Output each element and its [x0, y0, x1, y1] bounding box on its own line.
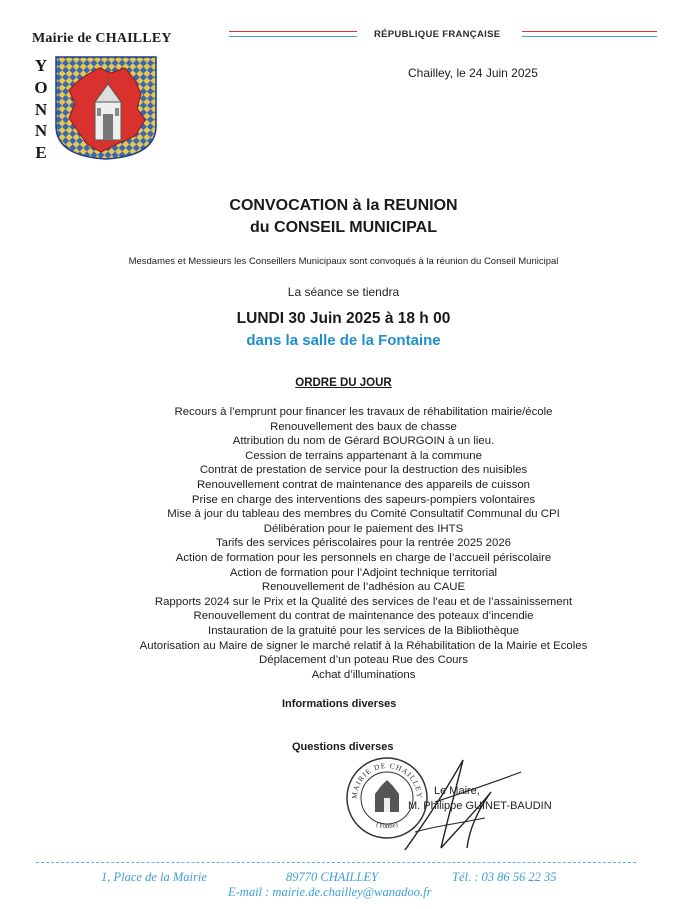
- footer-address: 1, Place de la Mairie: [101, 870, 207, 884]
- place-date: Chailley, le 24 Juin 2025: [408, 66, 538, 80]
- footer-email: E-mail : mairie.de.chailley@wanadoo.fr: [228, 885, 432, 899]
- republique-francaise: RÉPUBLIQUE FRANÇAISE: [374, 29, 501, 40]
- yonne-letter-y: Y: [34, 56, 48, 75]
- agenda-item: Cession de terrains appartenant à la commune: [245, 449, 482, 462]
- maire-name: M. Philippe GUINET-BAUDIN: [408, 800, 552, 812]
- footer-phone: Tél. : 03 86 56 22 35: [452, 870, 557, 884]
- meeting-date-time: LUNDI 30 Juin 2025 à 18 h 00: [236, 310, 451, 327]
- mairie-name: Mairie de CHAILLEY: [32, 31, 172, 46]
- header-rule-right-bottom: [522, 36, 657, 37]
- footer-postal: 89770 CHAILLEY: [286, 870, 379, 884]
- yonne-letter-n1: N: [34, 100, 48, 119]
- ordre-du-jour-label: ORDRE DU JOUR: [295, 377, 392, 389]
- yonne-letter-o: O: [34, 78, 48, 97]
- seance-text: La séance se tiendra: [287, 285, 400, 299]
- header-rule-left-top: [229, 31, 357, 32]
- title-line-1: CONVOCATION à la REUNION: [229, 197, 458, 214]
- agenda-item: Renouvellement contrat de maintenance des appareils de cuisson: [196, 478, 531, 491]
- agenda-item: Mise à jour du tableau des membres du Comité Consultatif Communal du CPI: [167, 508, 560, 521]
- agenda-item: Rapports 2024 sur le Prix et la Qualité des services de l’eau et de l’assainissement: [154, 595, 573, 608]
- yonne-letter-e: E: [35, 143, 47, 162]
- agenda-item: Prise en charge des interventions des sapeurs-pompiers volontaires: [191, 493, 536, 506]
- stamp-ring-bottom-text: (Yonne): [375, 820, 399, 831]
- meeting-location: dans la salle de la Fontaine: [246, 332, 441, 349]
- agenda-item: Délibération pour le paiement des IHTS: [263, 522, 464, 535]
- informations-diverses: Informations diverses: [282, 698, 397, 710]
- agenda-item: Recours à l’emprunt pour financer les travaux de réhabilitation mairie/école: [174, 406, 553, 418]
- header-rule-left-bottom: [229, 36, 357, 37]
- agenda-item: Achat d’illuminations: [311, 668, 416, 681]
- title-line-2: du CONSEIL MUNICIPAL: [250, 219, 437, 236]
- ordre-du-jour-heading: [0, 377, 687, 389]
- agenda-item: Tarifs des services périscolaires pour la rentrée 2025 2026: [215, 537, 512, 550]
- agenda-list: [0, 405, 687, 682]
- intro-text: Mesdames et Messieurs les Conseillers Municipaux sont convoqués à la réunion du Conseil Municipal: [128, 256, 559, 267]
- agenda-item: Déplacement d’un poteau Rue des Cours: [259, 654, 468, 667]
- agenda-item: Action de formation pour les personnels en charge de l’accueil périscolaire: [175, 551, 552, 564]
- questions-diverses: Questions diverses: [292, 741, 394, 753]
- agenda-item: Renouvellement des baux de chasse: [270, 420, 457, 433]
- agenda-item: Attribution du nom de Gérard BOURGOIN à un lieu.: [232, 435, 495, 448]
- agenda-item: Action de formation pour l’Adjoint technique territorial: [229, 566, 498, 579]
- agenda-item: Instauration de la gratuité pour les services de la Bibliothèque: [208, 624, 519, 637]
- header-rule-right-top: [522, 31, 657, 32]
- agenda-item: Autorisation au Maire de signer le marché relatif à la Réhabilitation de la Mairie et Ecoles: [139, 639, 588, 652]
- stamp-ring-top-text: MAIRIE DE CHAILLEY: [349, 760, 425, 800]
- maire-title: Le Maire,: [434, 785, 480, 797]
- yonne-letter-n2: N: [34, 121, 48, 140]
- footer-divider: [36, 862, 636, 864]
- coat-of-arms-icon: [55, 56, 157, 160]
- agenda-item: Renouvellement de l’adhésion au CAUE: [261, 581, 466, 594]
- agenda-item: Contrat de prestation de service pour la destruction des nuisibles: [199, 464, 528, 477]
- agenda-item: Renouvellement du contrat de maintenance des poteaux d’incendie: [193, 610, 534, 623]
